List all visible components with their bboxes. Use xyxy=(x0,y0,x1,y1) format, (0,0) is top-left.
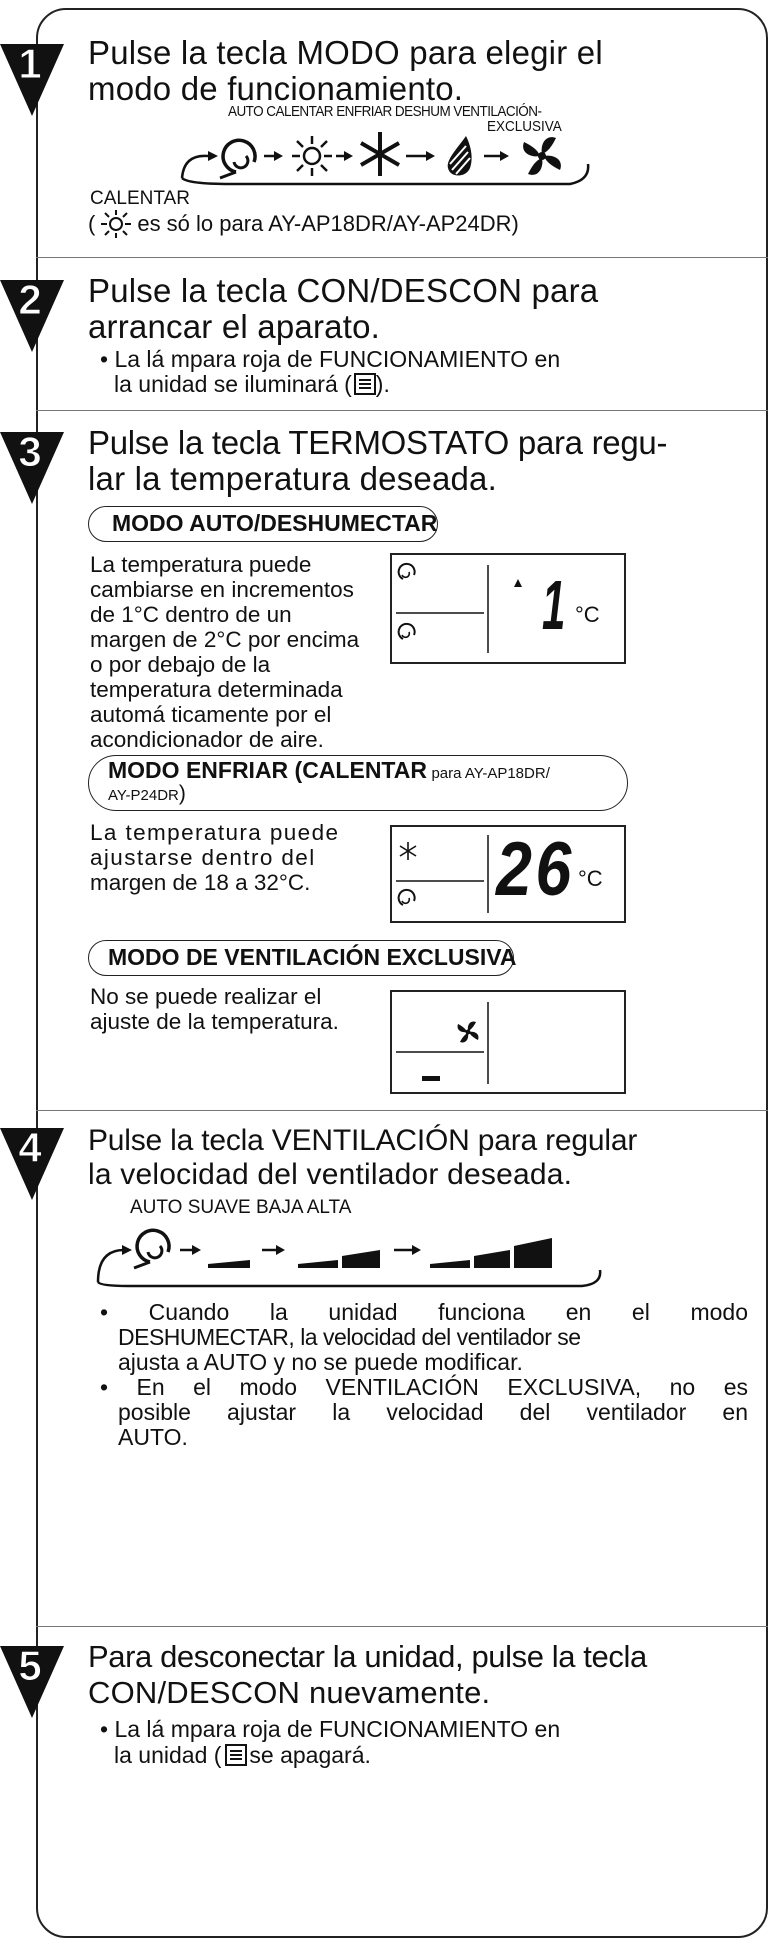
bullet-line: • Cuando la unidad funciona en el modo xyxy=(100,1299,748,1325)
text-line: o por debajo de la xyxy=(90,652,271,677)
step-number-badge xyxy=(0,40,64,120)
step-5-bullet-prefix: la unidad ( xyxy=(114,1742,222,1768)
step-5-bullet-line2 xyxy=(114,1742,371,1768)
mode-auto-dry-title: MODO AUTO/DESHUMECTAR xyxy=(112,510,438,536)
mode-fan-title: MODO DE VENTILACIÓN EXCLUSIVA xyxy=(108,944,517,970)
step-5-bullet: • La lá mpara roja de FUNCIONAMIENTO en xyxy=(100,1716,561,1742)
fan-icon xyxy=(523,137,561,175)
mode-fan-description xyxy=(90,984,390,1034)
mode-sequence xyxy=(170,134,600,198)
step-3-instruction: Pulse la tecla TERMOSTATO para regu- xyxy=(88,424,668,461)
step-number: 5 xyxy=(18,1642,42,1689)
heat-note xyxy=(88,210,519,238)
mode-cool-title-main: MODO ENFRIAR (CALENTAR xyxy=(108,757,427,783)
auto-icon xyxy=(399,624,415,639)
cool-snowflake-icon xyxy=(361,132,399,176)
text-line: cambiarse en incrementos xyxy=(90,577,354,602)
step-5-instruction-line2: CON/DESCON nuevamente. xyxy=(88,1675,491,1710)
step-number-badge xyxy=(0,1642,64,1722)
step-divider xyxy=(36,410,768,411)
bullet-line: • En el modo VENTILACIÓN EXCLUSIVA, no es xyxy=(100,1374,748,1400)
mode-auto-dry-description xyxy=(90,552,390,752)
heat-sun-icon xyxy=(99,210,133,238)
bullet-line: ajusta a AUTO y no se puede modificar. xyxy=(118,1349,523,1375)
text-line: temperatura determinada xyxy=(90,677,343,702)
step-1-instruction-line2: modo de funcionamiento. xyxy=(88,70,464,107)
text-line: margen de 2°C por encima xyxy=(90,627,360,652)
bullet-line: posible ajustar la velocidad del ventilador en xyxy=(118,1399,748,1425)
heat-note-paren: ( xyxy=(88,211,96,236)
step-2-bullet: • La lá mpara roja de FUNCIONAMIENTO en xyxy=(100,346,561,372)
fan-speed-sequence xyxy=(90,1222,610,1296)
step-4-instruction: Pulse la tecla VENTILACIÓN para regular xyxy=(88,1124,638,1157)
step-divider xyxy=(36,1626,768,1627)
mode-cool-title-line2 xyxy=(108,782,186,808)
text-line: margen de 18 a 32°C. xyxy=(90,870,311,895)
step-5-instruction: Para desconectar la unidad, pulse la tecla xyxy=(88,1639,647,1674)
heat-note-text: es só lo para AY-AP18DR/AY-AP24DR) xyxy=(137,211,519,236)
step-4-bullets xyxy=(100,1300,748,1450)
step-number-badge xyxy=(0,1124,64,1204)
text-line: ajuste de la temperatura. xyxy=(90,1009,339,1034)
step-number: 1 xyxy=(18,40,42,87)
text-line: La temperatura puede xyxy=(90,820,340,845)
auto-icon xyxy=(399,890,415,905)
bullet-line: DESHUMECTAR, la velocidad del ventilador se xyxy=(118,1324,581,1350)
lcd-display-fan xyxy=(390,990,626,1094)
mode-labels-line2: EXCLUSIVA xyxy=(487,118,562,135)
step-4-instruction-line2: la velocidad del ventilador deseada. xyxy=(88,1158,573,1191)
fan-speed-low-icon xyxy=(298,1250,380,1268)
text-line: acondicionador de aire. xyxy=(90,727,324,752)
fan-speed-high-icon xyxy=(430,1238,552,1268)
step-divider xyxy=(36,1110,768,1111)
lcd-temp-unit: °C xyxy=(578,866,603,891)
step-1-instruction: Pulse la tecla MODO para elegir el xyxy=(88,34,603,71)
auto-icon xyxy=(399,564,415,579)
fan-speed-bar xyxy=(422,1076,440,1081)
step-number: 4 xyxy=(18,1124,42,1171)
step-5-bullet-suffix: se apagará. xyxy=(249,1742,371,1768)
heat-note-label: CALENTAR xyxy=(90,188,190,209)
lcd-temp-value: 26 xyxy=(496,827,575,912)
step-2-bullet-close: ). xyxy=(375,371,390,397)
step-3-instruction-line2: lar la temperatura deseada. xyxy=(88,460,497,497)
heat-sun-icon xyxy=(292,136,332,176)
text-line: ajustarse dentro del xyxy=(90,845,316,870)
lcd-temp-value: 1 xyxy=(542,566,566,644)
temp-up-indicator xyxy=(514,579,522,587)
step-2-bullet-text: la unidad se iluminará ( xyxy=(114,371,352,397)
fan-icon xyxy=(458,1022,479,1043)
lcd-display-cool xyxy=(390,825,626,923)
mode-cool-paren: ) xyxy=(178,782,186,805)
text-line: de 1°C dentro de un xyxy=(90,602,292,627)
mode-cool-description xyxy=(90,820,366,895)
text-line: automá ticamente por el xyxy=(90,702,332,727)
fan-speed-soft-icon xyxy=(208,1260,250,1268)
dry-drop-icon xyxy=(448,136,472,176)
step-2-instruction: Pulse la tecla CON/DESCON para xyxy=(88,272,599,309)
step-number: 2 xyxy=(18,276,42,323)
auto-icon xyxy=(220,140,255,178)
step-number-badge xyxy=(0,276,64,356)
mode-labels: AUTO CALENTAR ENFRIAR DESHUM VENTILACIÓN- xyxy=(228,103,542,120)
step-2-bullet-line2 xyxy=(114,371,390,397)
operation-lamp-icon xyxy=(225,1744,247,1766)
text-line: La temperatura puede xyxy=(90,552,312,577)
lcd-display-auto xyxy=(390,553,626,664)
bullet-line: AUTO. xyxy=(118,1424,188,1450)
lcd-temp-unit: °C xyxy=(575,602,600,627)
mode-cool-title-suffix: para AY-AP18DR/ xyxy=(431,765,550,782)
auto-icon xyxy=(134,1230,169,1268)
fan-speed-labels: AUTO SUAVE BAJA ALTA xyxy=(130,1197,352,1218)
operation-lamp-icon xyxy=(354,373,376,395)
step-number-badge xyxy=(0,428,64,508)
mode-cool-model: AY-P24DR xyxy=(108,787,179,804)
cool-snowflake-icon xyxy=(400,842,416,860)
step-2-instruction-line2: arrancar el aparato. xyxy=(88,308,380,345)
step-number: 3 xyxy=(18,428,42,475)
text-line: No se puede realizar el xyxy=(90,984,322,1009)
step-divider xyxy=(36,257,768,258)
